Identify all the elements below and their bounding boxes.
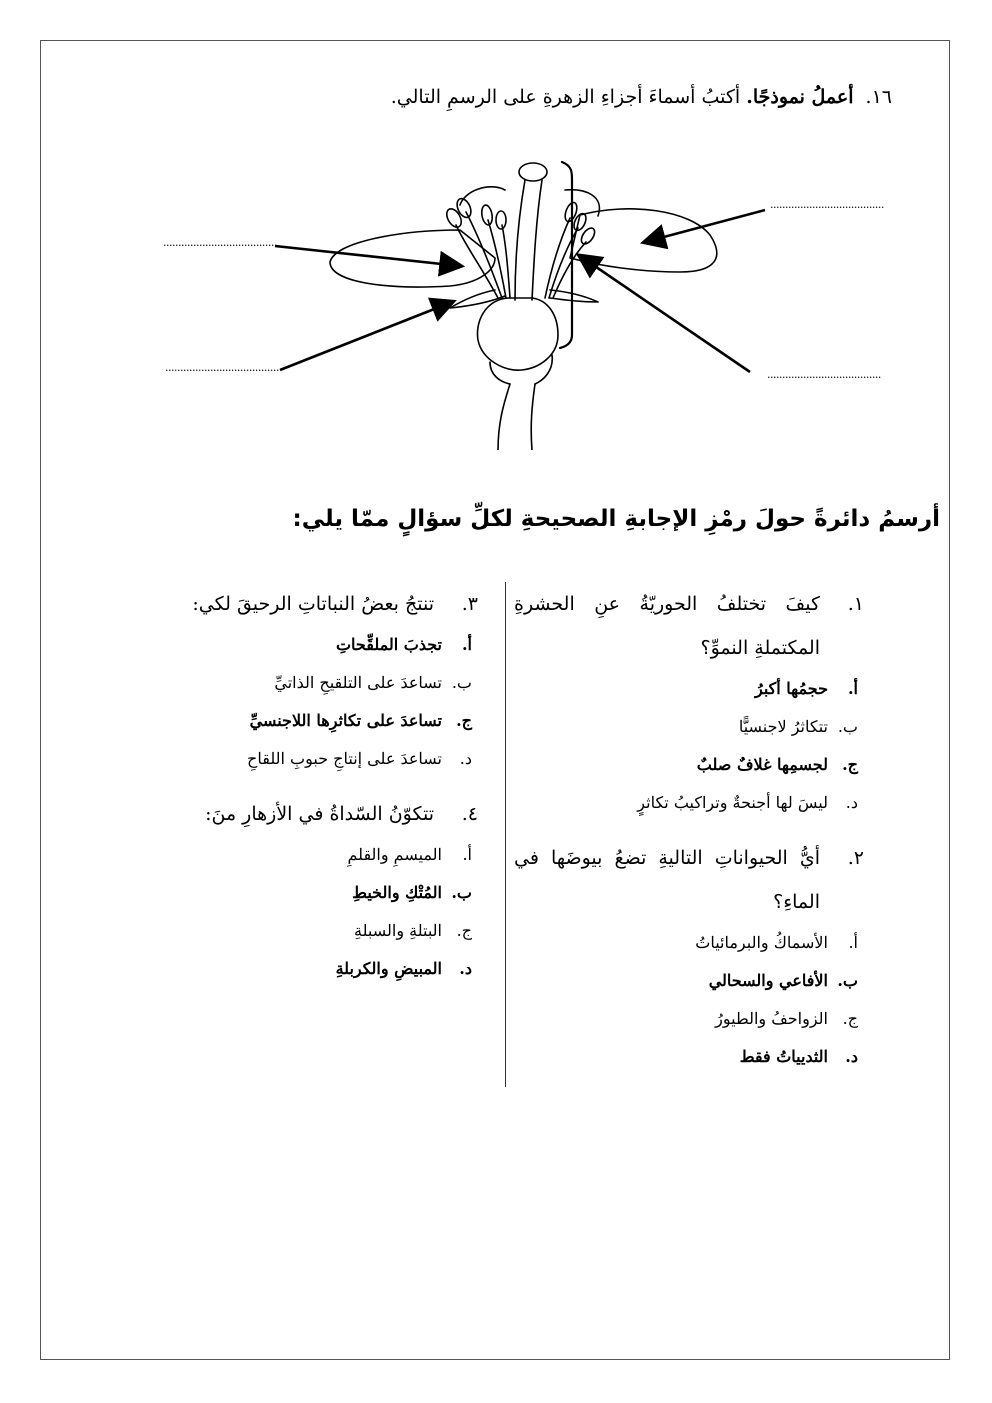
- flower-stigma: [519, 163, 547, 181]
- question-text: تتكوّنُ السّداةُ في الأزهارِ منَ:: [205, 803, 434, 825]
- question-3: [148, 582, 478, 626]
- label-blank-bottom-right[interactable]: ......................................: [767, 368, 881, 381]
- question-number: ٢.: [847, 847, 864, 869]
- flower-petal-top: [460, 187, 599, 216]
- flower-style: [515, 180, 542, 300]
- option-b[interactable]: ب. تساعدَ على التلقيحِ الذاتيِّ: [274, 673, 472, 692]
- flower-stamen-filaments: [456, 212, 586, 298]
- option-b[interactable]: ب. الأفاعي والسحالي: [708, 971, 858, 990]
- option-d[interactable]: د. تساعدَ على إنتاجِ حبوبِ اللقاحِ: [247, 749, 472, 768]
- question-16: [391, 86, 892, 108]
- question-16-text: أكتبُ أسماءَ أجزاءِ الزهرةِ على الرسمِ التالي.: [390, 86, 741, 108]
- option-b[interactable]: ب. تتكاثرُ لاجنسيًّا: [738, 717, 858, 736]
- option-c[interactable]: ج. تساعدَ على تكاثرِها اللاجنسيِّ: [249, 711, 472, 730]
- arrow-petal-cup: [580, 256, 750, 372]
- option-a[interactable]: أ. حجمُها أكبرُ: [754, 679, 858, 698]
- questions-column-right: [514, 582, 864, 1090]
- instruction-heading: أرسمُ دائرةً حولَ رمْزِ الإجابةِ الصحيحةِ لكلِّ سؤالٍ ممّا يلي:: [292, 506, 940, 532]
- option-d[interactable]: د. المبيضِ والكربلةِ: [335, 959, 472, 978]
- flower-stem: [498, 384, 535, 450]
- flower-petal-left: [330, 230, 495, 287]
- question-2-options: [514, 924, 858, 1076]
- question-number: ٣.: [461, 593, 478, 615]
- questions-column-left: [148, 582, 478, 1002]
- question-4-options: [148, 836, 472, 988]
- flower-ovary: [477, 298, 558, 370]
- arrow-sepal: [280, 302, 452, 370]
- flower-petal-right: [570, 209, 717, 272]
- question-4: [148, 792, 478, 836]
- question-1-options: [514, 670, 858, 822]
- question-number: ٤.: [461, 803, 478, 825]
- label-blank-bottom-left[interactable]: ......................................: [165, 361, 279, 374]
- option-a[interactable]: أ. تجذبَ الملقِّحاتِ: [335, 635, 472, 654]
- question-3-options: [148, 626, 472, 778]
- option-a[interactable]: أ. الميسمِ والقلمِ: [347, 845, 472, 864]
- question-number: ١.: [847, 593, 864, 615]
- option-c[interactable]: ج. لجسمِها غلافٌ صلبٌ: [696, 755, 858, 774]
- column-divider: [505, 582, 506, 1087]
- option-c[interactable]: ج. الزواحفُ والطيورُ: [715, 1009, 858, 1028]
- flower-sepal-right: [550, 290, 598, 302]
- question-1: [514, 582, 864, 670]
- question-2: [514, 836, 864, 924]
- label-blank-top-right[interactable]: ......................................: [770, 198, 884, 211]
- question-text: أيُّ الحيواناتِ التاليةِ تضعُ بيوضَها في الماءِ؟: [514, 847, 820, 913]
- question-text: كيفَ تختلفُ الحوريّةُ عنِ الحشرةِ المكتملةِ النموِّ؟: [514, 593, 820, 659]
- option-c[interactable]: ج. البتلةِ والسبلةِ: [354, 921, 472, 940]
- question-16-number: ١٦.: [865, 86, 892, 108]
- option-d[interactable]: د. ليسَ لها أجنحةٌ وتراكيبُ تكاثرٍ: [637, 793, 858, 812]
- option-b[interactable]: ب. المُتْكِ والخيطِ: [352, 883, 472, 902]
- arrow-petal-right: [645, 210, 765, 242]
- label-blank-top-left[interactable]: ......................................: [163, 236, 277, 249]
- question-16-model-label: أعملُ نموذجًا.: [746, 86, 854, 108]
- question-text: تنتجُ بعضُ النباتاتِ الرحيقَ لكي:: [192, 593, 434, 615]
- option-a[interactable]: أ. الأسماكُ والبرمائياتُ: [695, 933, 858, 952]
- flower-sepal-left: [450, 290, 505, 308]
- flower-diagram: [160, 150, 880, 450]
- option-d[interactable]: د. الثديياتُ فقط: [739, 1047, 858, 1066]
- arrow-stamen: [275, 246, 460, 266]
